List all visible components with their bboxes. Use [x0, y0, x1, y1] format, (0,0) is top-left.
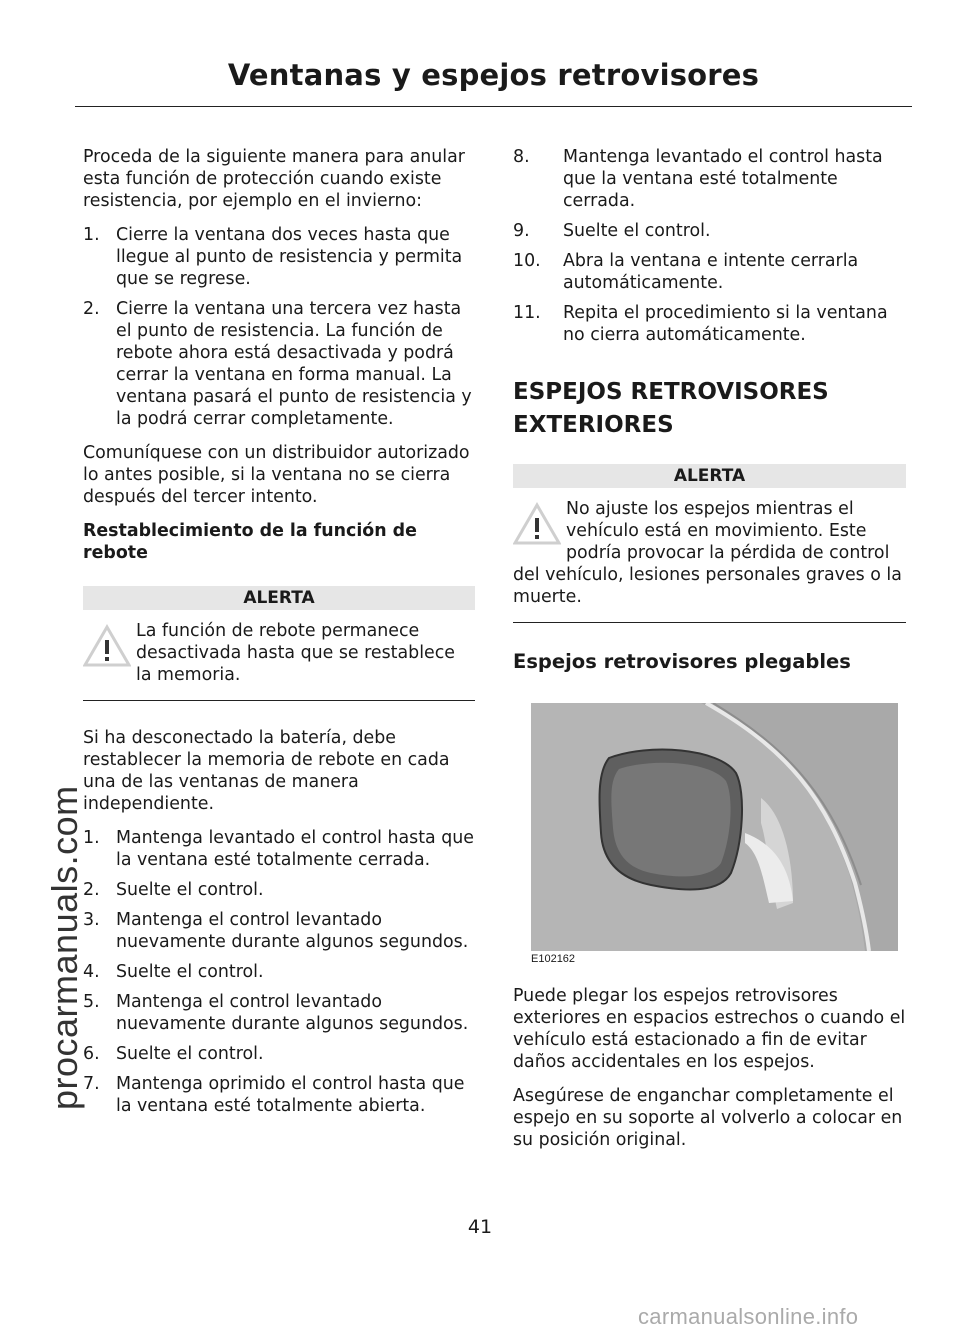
- list-item: 10. Abra la ventana e intente cerrarla automáticamente.: [513, 251, 859, 293]
- list-item: 9. Suelte el control.: [513, 221, 711, 241]
- battery-paragraph: Si ha desconectado la batería, debe restablecer la memoria de rebote en cada una de las ventanas de manera independiente.: [83, 728, 450, 814]
- contact-paragraph: Comuníquese con un distribuidor autorizado lo antes posible, si la ventana no se cierra después del tercer intento.: [83, 443, 470, 507]
- list-item: 4. Suelte el control.: [83, 962, 264, 982]
- right-column: [513, 146, 906, 1163]
- subheading-rebound-reset: Restablecimiento de la función de rebote: [83, 521, 417, 563]
- warning-triangle-icon: [513, 502, 561, 546]
- list-item: 11. Repita el procedimiento si la ventana no cierra automáticamente.: [513, 303, 888, 345]
- section-title-mirrors: ESPEJOS RETROVISORES EXTERIORES: [513, 379, 829, 438]
- list-item: 2. Cierre la ventana una tercera vez hasta el punto de resistencia. La función de rebote ahora está desactivada y podrá cerrar la ventana en forma manual. La ventana pasará el punto de resistencia y la podrá cerrar completamente.: [83, 299, 472, 429]
- source-watermark: carmanualsonline.info: [638, 1304, 859, 1329]
- continued-steps-list: [513, 146, 906, 346]
- list-item: 7. Mantenga oprimido el control hasta que la ventana esté totalmente abierta.: [83, 1074, 465, 1116]
- mirror-illustration: [531, 703, 898, 965]
- list-item: 1. Cierre la ventana dos veces hasta que llegue al punto de resistencia y permita que se regrese.: [83, 225, 463, 289]
- alert-divider: [83, 700, 475, 701]
- list-item: 1. Mantenga levantado el control hasta que la ventana esté totalmente cerrada.: [83, 828, 475, 870]
- override-steps-list: [83, 224, 475, 430]
- list-item: 3. Mantenga el control levantado nuevamente durante algunos segundos.: [83, 910, 469, 952]
- list-item: 2. Suelte el control.: [83, 880, 264, 900]
- left-column: [83, 146, 475, 1129]
- list-item: 8. Mantenga levantado el control hasta que la ventana esté totalmente cerrada.: [513, 147, 883, 211]
- mirror-image: [531, 703, 898, 951]
- alert-text: La función de rebote permanece desactivada hasta que se restablece la memoria.: [136, 621, 455, 685]
- alert-text-continued: del vehículo, lesiones personales graves o la muerte.: [513, 565, 902, 607]
- list-item: 5. Mantenga el control levantado nuevamente durante algunos segundos.: [83, 992, 469, 1034]
- title-divider: [75, 106, 912, 107]
- page-number: 41: [467, 1216, 493, 1238]
- page-title: Ventanas y espejos retrovisores: [227, 58, 760, 92]
- alert-heading: ALERTA: [513, 464, 906, 488]
- alert-text-indented: No ajuste los espejos mientras el vehículo está en movimiento. Este podría provocar la pérdida de control: [566, 499, 890, 563]
- alert-heading: ALERTA: [83, 586, 475, 610]
- list-item: 6. Suelte el control.: [83, 1044, 264, 1064]
- intro-paragraph: Proceda de la siguiente manera para anular esta función de protección cuando existe resistencia, por ejemplo en el invierno:: [83, 147, 465, 211]
- alert-divider: [513, 622, 906, 623]
- watermark: procarmanuals.com: [44, 785, 85, 1110]
- secure-paragraph: Asegúrese de enganchar completamente el espejo en su soporte al volverlo a colocar en su posición original.: [513, 1086, 903, 1150]
- subheading-folding-mirrors: Espejos retrovisores plegables: [513, 650, 851, 673]
- figure-label: E102162: [531, 953, 576, 965]
- alert-box: [513, 498, 906, 608]
- warning-triangle-icon: [83, 624, 131, 668]
- reset-steps-list: [83, 827, 475, 1117]
- fold-paragraph: Puede plegar los espejos retrovisores exteriores en espacios estrechos o cuando el vehículo está estacionado a fin de evitar daños accidentales en los espejos.: [513, 986, 906, 1072]
- alert-box: [83, 620, 475, 686]
